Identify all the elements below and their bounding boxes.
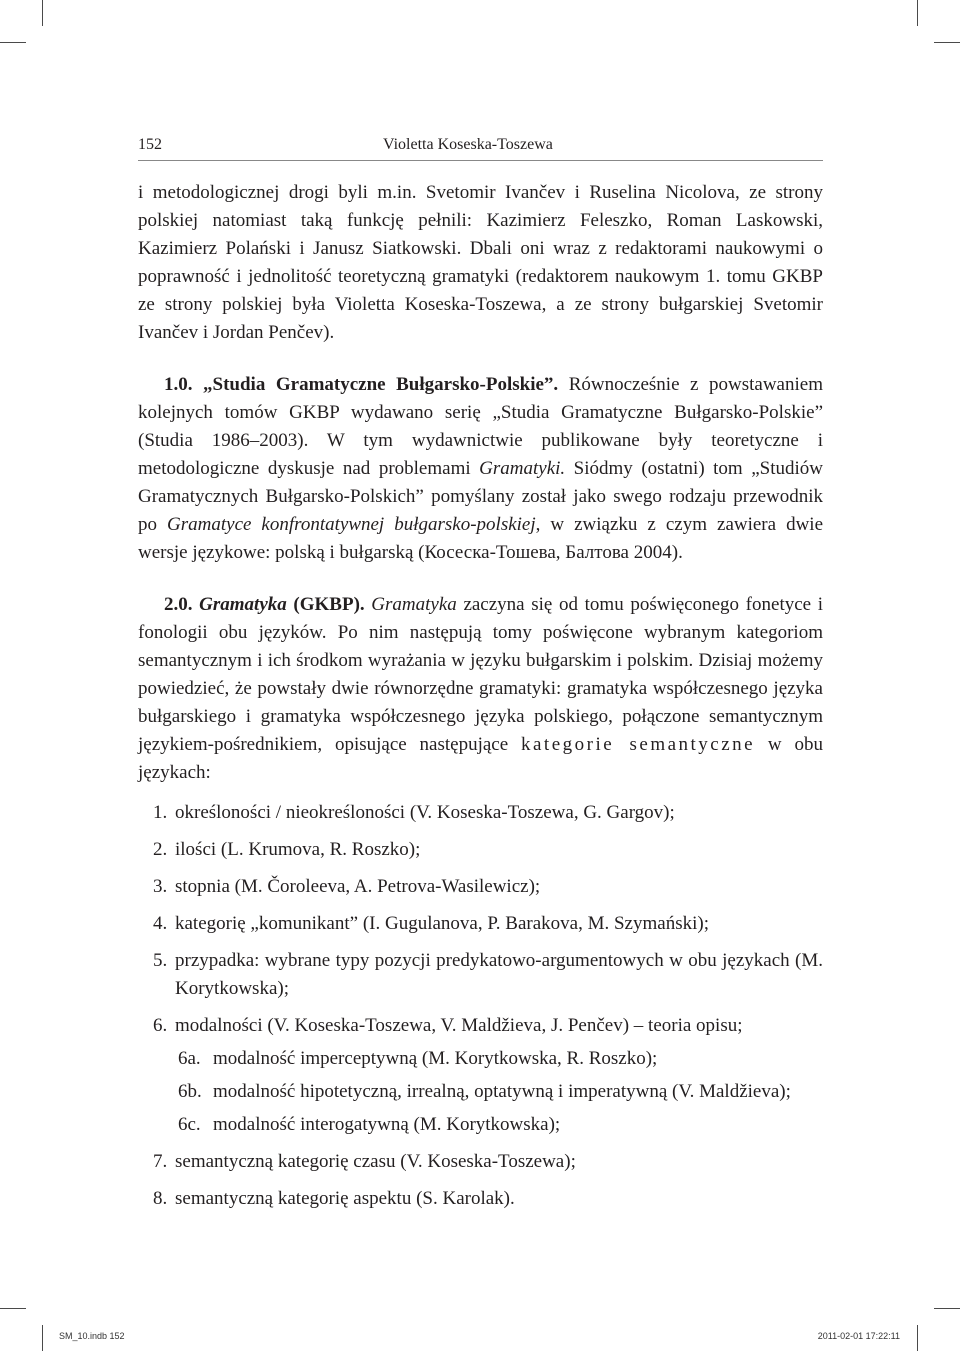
paragraph-section-2 [138,591,823,787]
list-number: 1. [153,802,168,823]
crop-mark [42,1325,43,1351]
list-item [138,799,823,827]
paragraph-text: Siódmy (ostatni) tom „Studiów Gramatycznych Bułgarsko-Polskich” pomyślany został jako swego rodzaju przewodnik po [138,458,824,535]
list-number: 4. [153,913,168,934]
paragraph-section-1 [138,371,823,567]
list-number: 5. [153,950,168,971]
section-title: Gramatyka [199,594,287,615]
list-text: kategorię „komunikant” (I. Gugulanova, P. Barakova, M. Szymański); [175,913,709,934]
section-heading: 1.0. „Studia Gramatyczne Bułgarsko-Polskie”. [164,374,559,395]
paragraph: i metodologicznej drogi byli m.in. Svetomir Ivančev i Ruselina Nicolova, ze strony polskiej natomiast taką funkcję pełnili: Kazimierz Feleszko, Roman Laskowski, Kazimierz Polański i Janusz Siatkowski. Dbali oni wraz z redaktorami naukowymi o poprawność i jednolitość teoretyczną gramatyki (redaktorem naukowym 1. tomu GKBP ze strony polskiej była Violetta Koseska-Toszewa, a ze strony bułgarskiej Svetomir Ivančev i Jordan Penčev). [138,182,823,343]
italic-text: Gramatyki. [479,458,566,479]
paragraph-text: w obu językach: [138,734,823,783]
list-text: określoności / nieokreśloności (V. Koseska-Toszewa, G. Gargov); [175,802,675,823]
italic-text: Gramatyka [364,594,457,615]
list-item [138,873,823,901]
paragraph-text: zaczyna się od tomu poświęconego fonetyce i fonologii obu języków. Po nim następują tomy poświęcone wybranym kategoriom semantycznym i ich środkom wyrażania w języku bułgarskim i polskim. Dzisiaj możemy powiedzieć, że powstały dwie równorzędne gramatyki: gramatyka współczesnego języka bułgarskiego i gramatyka współczesnego języka polskiego, połączone semantycznym językiem-pośrednikiem, opisujące następujące [138,594,824,755]
list-subitem [138,1111,823,1139]
header-rule [138,160,823,161]
list-item [138,836,823,864]
list-number: 6. [153,1015,168,1036]
category-list [138,799,823,1213]
crop-mark [0,1308,26,1309]
section-heading [164,594,365,615]
crop-mark [42,0,43,26]
crop-mark [917,1325,918,1351]
list-text: semantyczną kategorię czasu (V. Koseska-Toszewa); [175,1151,576,1172]
running-header [138,134,823,162]
list-item [138,947,823,1003]
list-item [138,910,823,938]
list-number: 8. [153,1188,168,1209]
list-number: 7. [153,1151,168,1172]
list-number: 6b. [178,1081,202,1102]
crop-mark [934,42,960,43]
list-text: modalność hipotetyczną, irrealną, optatywną i imperatywną (V. Maldžieva); [213,1081,791,1102]
list-item [138,1012,823,1040]
paragraph-text: , w związku z czym zawiera dwie wersje językowe: polską i bułgarską (Косеска-Тошева, Балтова 2004). [138,514,824,563]
list-text: modalność interogatywną (M. Korytkowska); [213,1114,561,1135]
list-number: 2. [153,839,168,860]
slug-file: SM_10.indb 152 [59,1331,125,1341]
list-number: 6a. [178,1048,201,1069]
paragraph-text: Równocześnie z powstawaniem kolejnych tomów GKBP wydawano serię „Studia Gramatyczne Bułgarsko-Polskie” (Studia 1986–2003). W tym wydawnictwie publikowane były teoretyczne i metodologiczne dyskusje nad problemami [138,374,823,479]
list-number: 6c. [178,1114,201,1135]
list-subitem [138,1078,823,1106]
list-text: przypadka: wybrane typy pozycji predykatowo-argumentowych w obu językach (M. Korytkowska); [175,950,823,999]
crop-mark [934,1308,960,1309]
page-body [138,179,823,1213]
list-text: stopnia (M. Čoroleeva, A. Petrova-Wasilewicz); [175,876,541,897]
section-number: 2.0. [164,594,200,615]
spaced-text: kategorie semantyczne [520,734,756,755]
list-item [138,1185,823,1213]
list-text: semantyczną kategorię aspektu (S. Karolak). [175,1188,515,1209]
crop-mark [917,0,918,26]
page-number: 152 [138,136,162,153]
list-subitem [138,1045,823,1073]
list-text: modalność imperceptywną (M. Korytkowska, R. Roszko); [213,1048,658,1069]
list-text: ilości (L. Krumova, R. Roszko); [175,839,421,860]
running-header-author: Violetta Koseska-Toszewa [383,136,553,153]
list-text: modalności (V. Koseska-Toszewa, V. Maldžieva, J. Penčev) – teoria opisu; [175,1015,743,1036]
print-slug [59,1331,900,1345]
crop-mark [0,42,26,43]
list-number: 3. [153,876,168,897]
section-abbrev: (GKBP). [286,594,365,615]
list-item [138,1148,823,1176]
slug-timestamp: 2011-02-01 17:22:11 [817,1331,900,1341]
italic-text: Gramatyce konfrontatywnej bułgarsko-polskiej [167,514,536,535]
